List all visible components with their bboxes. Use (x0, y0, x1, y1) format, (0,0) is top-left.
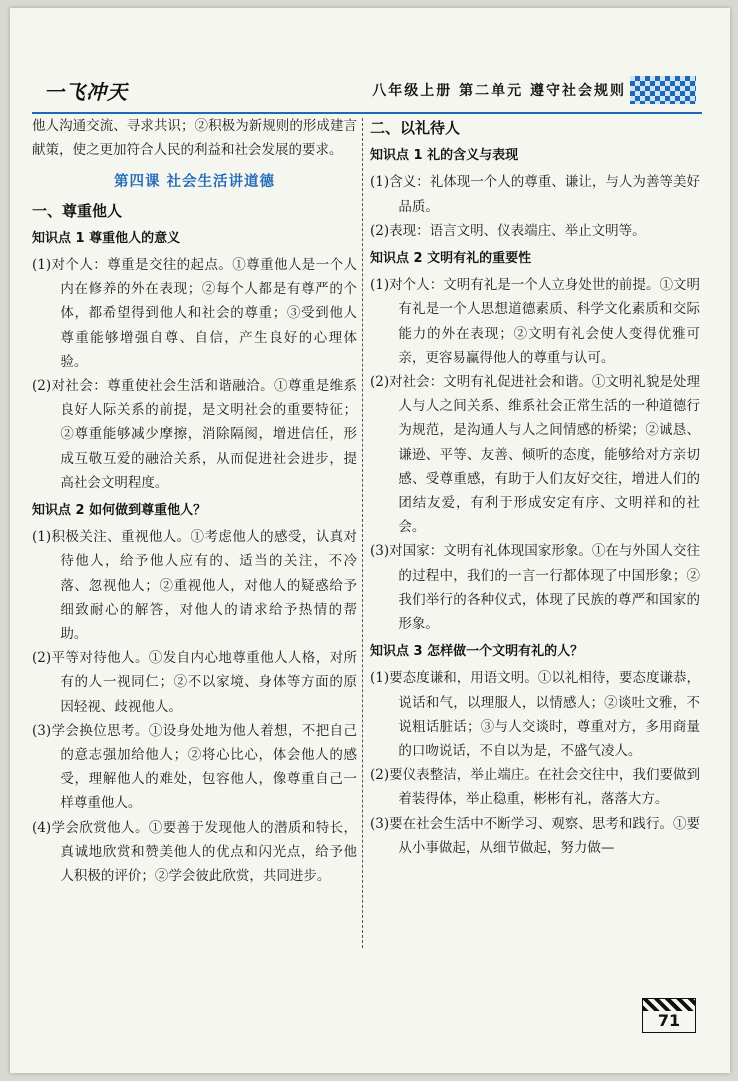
list-item: (2)对社会：尊重使社会生活和谐融洽。①尊重是维系良好人际关系的前提，是文明社会的重要特征；②尊重能够减少摩擦，消除隔阂，增进信任，形成互敬互爱的融洽关系，从而促进社会进步，提高社会文明程度。 (32, 378, 357, 491)
list-item: (1)要态度谦和，用语文明。①以礼相待，要态度谦恭，说话和气，以理服人，以情感人；②谈吐文雅，不说粗话脏话；③与人交谈时，尊重对方，多用商量的口吻说话，不自以为是，不盛气凌人。 (370, 670, 700, 760)
list-item: (2)要仪表整洁，举止端庄。在社会交往中，我们要做到着装得体，举止稳重，彬彬有礼，落落大方。 (370, 767, 700, 808)
checkered-decoration-icon (630, 76, 696, 104)
page-header (32, 72, 702, 108)
knowledge-point-title: 知识点 3 怎样做一个文明有礼的人？ (370, 644, 584, 660)
list-item: (3)对国家：文明有礼体现国家形象。①在与外国人交往的过程中，我们的一言一行都体现了中国形象；②我们举行的各种仪式，体现了民族的尊严和国家的形象。 (370, 543, 700, 633)
running-title: 八年级上册 第二单元 遵守社会规则 (372, 83, 626, 99)
list-item: (1)对个人：尊重是交往的起点。①尊重他人是一个人内在修养的外在表现；②每个人都是有尊严的个体，都希望得到他人和社会的尊重；③受到他人尊重能够增强自尊、自信，产生良好的心理体验。 (32, 257, 357, 370)
list-item: (4)学会欣赏他人。①要善于发现他人的潜质和特长，真诚地欣赏和赞美他人的优点和闪光点，给予他人积极的评价；②学会彼此欣赏，共同进步。 (32, 819, 357, 885)
page-number: 71 (642, 1010, 696, 1033)
textbook-page (10, 8, 730, 1073)
continuation-text: 他人沟通交流、寻求共识；②积极为新规则的形成建言献策，使之更加符合人民的利益和社会发展的要求。 (32, 118, 357, 159)
list-item: (2)平等对待他人。①发自内心地尊重他人人格，对所有的人一视同仁；②不以家境、身体等方面的原因轻视、歧视他人。 (32, 650, 357, 715)
list-item: (1)对个人：文明有礼是一个人立身处世的前提。①文明有礼是一个人思想道德素质、科学文化素质和交际能力的外在表现；②文明有礼会使人变得优雅可亲，更容易赢得他人的尊重与认可。 (370, 277, 700, 366)
left-column (32, 114, 357, 888)
knowledge-point-title: 知识点 1 礼的含义与表现 (370, 148, 519, 164)
section-title-respect: 一、尊重他人 (32, 201, 123, 220)
lesson-title: 第四课 社会生活讲道德 (113, 174, 276, 191)
list-item: (3)学会换位思考。①设身处地为他人着想，不把自己的意志强加给他人；②将心比心，体会他人的感受，理解他人的难处，包容他人，像尊重自己一样尊重他人。 (32, 722, 357, 812)
list-item: (2)表现：语言文明、仪表端庄、举止文明等。 (370, 222, 646, 239)
brand-logo: 一飞冲天 (44, 80, 128, 104)
list-item: (1)含义：礼体现一个人的尊重、谦让，与人为善等美好品质。 (370, 174, 700, 215)
section-title-courtesy: 二、以礼待人 (370, 119, 461, 137)
column-divider (362, 118, 363, 948)
list-item: (2)对社会：文明有礼促进社会和谐。①文明礼貌是处理人与人之间关系、维系社会正常生活的一种道德行为规范，是沟通人与人之间情感的桥梁；②诚恳、谦逊、平等、友善、倾听的态度，能够给对方亲切感、受尊重感，有助于人们友好交往，增进人们的团结友爱，有利于形成安定有序、文明祥和的社会。 (370, 374, 700, 536)
knowledge-point-title: 知识点 1 尊重他人的意义 (32, 230, 181, 246)
knowledge-point-title: 知识点 2 文明有礼的重要性 (370, 251, 532, 267)
right-column (370, 114, 700, 860)
page-number-box (642, 998, 694, 1034)
list-item: (1)积极关注、重视他人。①考虑他人的感受，认真对待他人，给予他人应有的、适当的关注，不冷落、忽视他人；②重视他人，对他人的疑惑给予细致耐心的解答，对他人的请求给予热情的帮助。 (32, 529, 357, 643)
knowledge-point-title: 知识点 2 如何做到尊重他人？ (32, 503, 207, 519)
list-item: (3)要在社会生活中不断学习、观察、思考和践行。①要从小事做起，从细节做起，努力做— (370, 815, 700, 856)
